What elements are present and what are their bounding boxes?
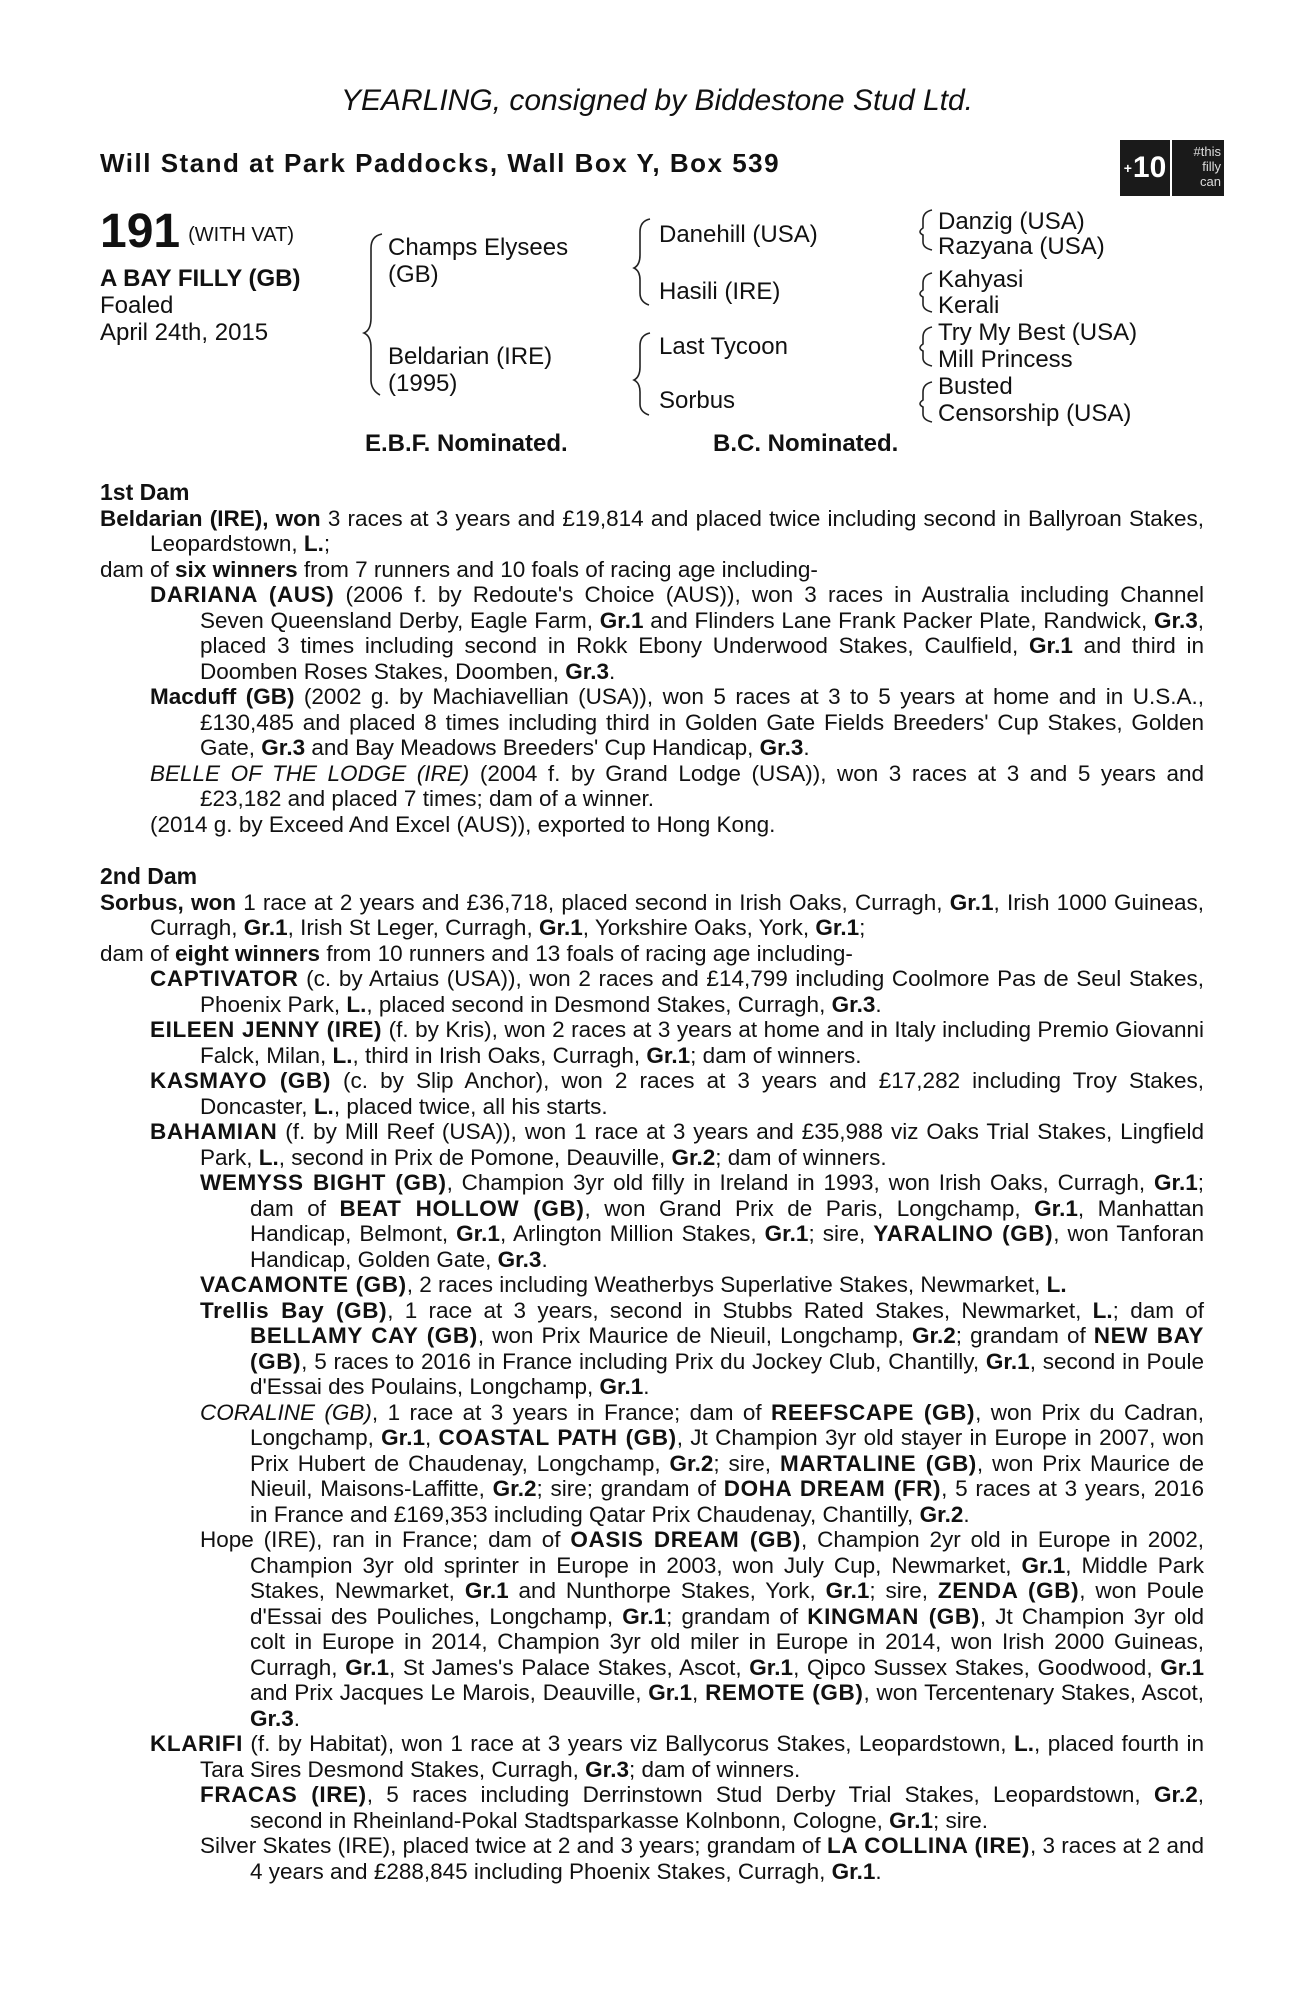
vat-label: (WITH VAT) [188,224,294,246]
produce-dariana: DARIANA (AUS) (2006 f. by Redoute's Choice (AUS)), won 3 races in Australia including Channel Seven Queensland Derby, Eagle Farm, Gr.1 and Flinders Lane Frank Packer Plate, Randwick, Gr.3, placed 3 times including second in Rokk Ebony Underwood Stakes, Caulfield, Gr.1 and third in Doomben Roses Stakes, Doomben, Gr.3. [150,582,1205,684]
sire-sire: Danehill (USA) [659,221,818,248]
gen3-3: Kahyasi [938,266,1024,293]
dam-sire: Last Tycoon [659,333,788,360]
first-dam-produce-intro: dam of six winners from 7 runners and 10 foals of racing age including- [100,556,818,582]
catalogue-title: YEARLING, consigned by Biddestone Stud Ltd. [340,84,974,117]
dam: Beldarian (IRE) (1995) [388,343,553,397]
gen3-6: Mill Princess [938,346,1073,373]
first-dam-heading: 1st Dam [100,479,190,505]
produce-captivator: CAPTIVATOR (c. by Artaius (USA)), won 2 races and £14,799 including Coolmore Pas de Seul Stakes, Phoenix Park, L., placed second in Desmond Stakes, Curragh, Gr.3. [150,966,1204,1017]
produce-hope: Hope (IRE), ran in France; dam of OASIS DREAM (GB), Champion 2yr old in Europe in 2002, Champion 3yr old sprinter in Europe in 2003, won July Cup, Newmarket, Gr.1, Middle Park Stakes, Newmarket, Gr.1 and Nunthorpe Stakes, York, Gr.1; sire, ZENDA (GB), won Poule d'Essai des Pouliches, Longchamp, Gr.1; grandam of KINGMAN (GB), Jt Champion 3yr old colt in Europe in 2014, Champion 3yr old miler in Europe in 2014, won Irish 2000 Guineas, Curragh, Gr.1, St James's Palace Stakes, Ascot, Gr.1, Qipco Sussex Stakes, Goodwood, Gr.1 and Prix Jacques Le Marois, Deauville, Gr.1, REMOTE (GB), won Tercentenary Stakes, Ascot, Gr.3. [200,1527,1205,1731]
ebf-nomination: E.B.F. Nominated. [365,430,568,457]
lot-number: 191 (WITH VAT) [100,205,294,258]
catalogue-body [100,480,1204,1884]
gen3-2: Razyana (USA) [938,233,1105,260]
produce-silver-skates: Silver Skates (IRE), placed twice at 2 and 3 years; grandam of LA COLLINA (IRE), 3 races at 2 and 4 years and £288,845 including Phoenix Stakes, Curragh, Gr.1. [200,1833,1205,1884]
produce-kasmayo: KASMAYO (GB) (c. by Slip Anchor), won 2 races at 3 years and £17,282 including Troy Stakes, Doncaster, L., placed twice, all his starts. [150,1068,1204,1119]
first-dam-summary: Beldarian (IRE), won 3 races at 3 years and £19,814 and placed twice including second in Ballyroan Stakes, Leopardstown, L.; [100,505,1204,556]
this-filly-can-badge: #this filly can [1172,140,1224,196]
produce-bahamian: BAHAMIAN (f. by Mill Reef (USA)), won 1 race at 3 years and £35,988 viz Oaks Trial Stakes, Lingfield Park, L., second in Prix de Pomone, Deauville, Gr.2; dam of winners. [150,1119,1204,1170]
gen3-1: Danzig (USA) [938,208,1085,235]
produce-coraline: CORALINE (GB), 1 race at 3 years in France; dam of REEFSCAPE (GB), won Prix du Cadran, Longchamp, Gr.1, COASTAL PATH (GB), Jt Champion 3yr old stayer in Europe in 2007, won Prix Hubert de Chaudenay, Longchamp, Gr.2; sire, MARTALINE (GB), won Prix Maurice de Nieuil, Maisons-Laffitte, Gr.2; sire; grandam of DOHA DREAM (FR), 5 races at 3 years, 2016 in France and £169,353 including Qatar Prix Chaudenay, Chantilly, Gr.2. [200,1399,1204,1527]
plus10-badge: + 10 [1120,140,1170,196]
bc-nomination: B.C. Nominated. [713,430,899,457]
second-dam-summary: Sorbus, won 1 race at 2 years and £36,718, placed second in Irish Oaks, Curragh, Gr.1, Irish 1000 Guineas, Curragh, Gr.1, Irish St Leger, Curragh, Gr.1, Yorkshire Oaks, York, Gr.1; [100,889,1204,940]
produce-macduff: Macduff (GB) (2002 g. by Machiavellian (USA)), won 5 races at 3 to 5 years at home and in U.S.A., £130,485 and placed 8 times including third in Golden Gate Fields Breeders' Cup Stakes, Golden Gate, Gr.3 and Bay Meadows Breeders' Cup Handicap, Gr.3. [150,684,1204,760]
produce-2014: (2014 g. by Exceed And Excel (AUS)), exported to Hong Kong. [150,811,776,837]
produce-belle: BELLE OF THE LODGE (IRE) (2004 f. by Grand Lodge (USA)), won 3 races at 3 and 5 years and £23,182 and placed 7 times; dam of a winner. [150,760,1204,811]
second-dam-heading: 2nd Dam [100,863,198,889]
produce-vacamonte: VACAMONTE (GB), 2 races including Weatherbys Superlative Stakes, Newmarket, L. [200,1272,1067,1297]
horse-name: A BAY FILLY (GB) [100,265,301,292]
gen3-8: Censorship (USA) [938,400,1132,427]
stand-location: Will Stand at Park Paddocks, Wall Box Y, Box 539 [100,148,781,178]
gen3-5: Try My Best (USA) [938,319,1138,346]
produce-trellis: Trellis Bay (GB), 1 race at 3 years, second in Stubbs Rated Stakes, Newmarket, L.; dam of BELLAMY CAY (GB), won Prix Maurice de Nieuil, Longchamp, Gr.2; grandam of NEW BAY (GB), 5 races to 2016 in France including Prix du Jockey Club, Chantilly, Gr.1, second in Poule d'Essai des Poulains, Longchamp, Gr.1. [200,1297,1204,1399]
gen3-4: Kerali [938,292,1000,319]
sire: Champs Elysees (GB) [388,234,569,288]
produce-eileen: EILEEN JENNY (IRE) (f. by Kris), won 2 races at 3 years at home and in Italy including Premio Giovanni Falck, Milan, L., third in Irish Oaks, Curragh, Gr.1; dam of winners. [150,1017,1204,1068]
pedigree-braces [0,0,1314,460]
foaled-info: Foaled April 24th, 2015 [100,292,269,346]
produce-fracas: FRACAS (IRE), 5 races including Derrinstown Stud Derby Trial Stakes, Leopardstown, Gr.2, second in Rheinland-Pokal Stadtsparkasse Kolnbonn, Cologne, Gr.1; sire. [200,1782,1204,1833]
sire-dam: Hasili (IRE) [659,278,781,305]
dam-dam: Sorbus [659,387,736,414]
produce-klarifi: KLARIFI (f. by Habitat), won 1 race at 3 years viz Ballycorus Stakes, Leopardstown, L., placed fourth in Tara Sires Desmond Stakes, Curragh, Gr.3; dam of winners. [150,1731,1205,1782]
second-dam-produce-intro: dam of eight winners from 10 runners and 13 foals of racing age including- [100,940,853,966]
produce-wemyss: WEMYSS BIGHT (GB), Champion 3yr old filly in Ireland in 1993, won Irish Oaks, Curragh, Gr.1; dam of BEAT HOLLOW (GB), won Grand Prix de Paris, Longchamp, Gr.1, Manhattan Handicap, Belmont, Gr.1, Arlington Million Stakes, Gr.1; sire, YARALINO (GB), won Tanforan Handicap, Golden Gate, Gr.3. [200,1170,1204,1272]
gen3-7: Busted [938,373,1013,400]
